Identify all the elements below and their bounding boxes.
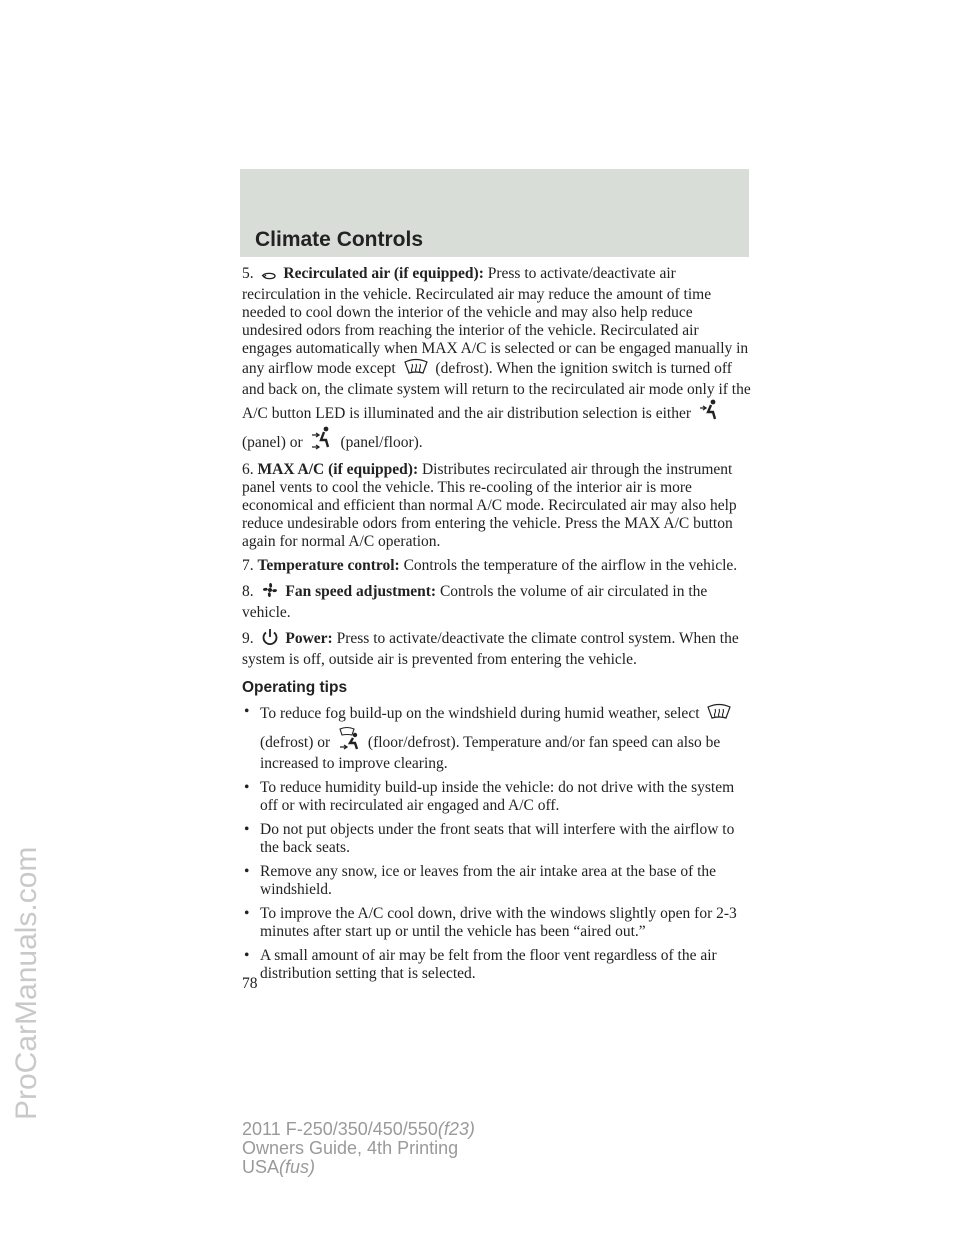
item-label: Fan speed adjustment: [285,583,437,600]
page-number: 78 [242,975,258,992]
footer-region-code: (fus) [279,1157,316,1177]
fan-icon [261,581,279,604]
item-text: Distributes recirculated air through the instrument panel vents to cool the vehicle. This re-cooling of the interior air is more economical and efficient than normal A/C mode. Recirculated air may also help reduce undesirable odors from entering the vehicle. Press the MAX A/C button again for normal A/C operation. [242,461,737,550]
item-number: 7. [242,557,254,574]
item-text: (defrost). When the ignition switch is turned off and back on, the climate system will return to the recirculated air mode only if the A/C button LED is illuminated and the air distribution selection is either [242,360,751,422]
item-number: 9. [242,630,254,647]
item-text: Press to activate/deactivate the climate control system. When the system is off, outside air is prevented from entering the vehicle. [242,630,739,668]
item-fan-speed [242,581,752,622]
footer-region-line [242,1158,475,1177]
section-title: Climate Controls [255,228,424,251]
item-text: (panel/floor). [340,434,423,451]
list-item: • Do not put objects under the front seats that will interfere with the airflow to the back seats. [242,821,752,857]
panel-vent-icon [698,399,720,426]
defrost-icon [706,703,732,726]
tip-text: To reduce fog build-up on the windshield during humid weather, select [260,705,700,722]
footer-model-code: (f23) [437,1119,475,1139]
tip-text: (defrost) or [260,734,331,751]
item-max-ac [242,461,752,551]
operating-tips-list [242,703,752,983]
item-power [242,628,752,669]
page-content [242,265,752,989]
item-number: 8. [242,583,254,600]
item-text: Press to activate/deactivate air recirculation in the vehicle. Recirculated air may reduce the amount of time needed to cool down the interior of the vehicle and may also help reduce undesired odors from reaching the interior of the vehicle. Recirculated air engages automatically when MAX A/C is selected or can be engaged manually in any airflow mode except [242,265,749,377]
list-item: • Remove any snow, ice or leaves from the air intake area at the base of the windshield. [242,863,752,899]
footer-model: 2011 F-250/350/450/550 [242,1119,438,1139]
floor-defrost-icon [337,726,361,755]
tip-text: (floor/defrost). Temperature and/or fan speed can also be increased to improve clearing. [260,734,721,772]
item-number: 6. [242,461,254,478]
defrost-icon [403,358,429,381]
item-label: Temperature control: [257,557,400,574]
list-item [242,703,752,773]
item-temperature-control [242,557,752,575]
item-text: Controls the volume of air circulated in the vehicle. [242,583,708,621]
footer-model-line [242,1120,475,1139]
footer-region: USA [242,1157,280,1177]
item-text: Controls the temperature of the airflow in the vehicle. [403,557,738,574]
list-item: • To improve the A/C cool down, drive with the windows slightly open for 2-3 minutes after start up or until the vehicle has been “aired out.” [242,905,752,941]
footer-guide: Owners Guide, 4th Printing [242,1138,459,1158]
item-number: 5. [242,265,254,282]
power-icon [261,628,279,651]
operating-tips-heading: Operating tips [242,679,348,696]
list-item: • A small amount of air may be felt from the floor vent regardless of the air distribution setting that is selected. [242,947,752,983]
item-text: (panel) or [242,434,303,451]
item-label: Power: [285,630,333,647]
item-recirculated-air [242,265,752,455]
watermark: ProCarManuals.com [10,846,43,1120]
item-label: Recirculated air (if equipped): [283,265,484,282]
item-label: MAX A/C (if equipped): [257,461,419,478]
list-item: • To reduce humidity build-up inside the vehicle: do not drive with the system off or with recirculated air engaged and A/C off. [242,779,752,815]
recirculate-icon [261,268,277,286]
panel-floor-vent-icon [310,426,334,455]
footer [242,1120,475,1177]
